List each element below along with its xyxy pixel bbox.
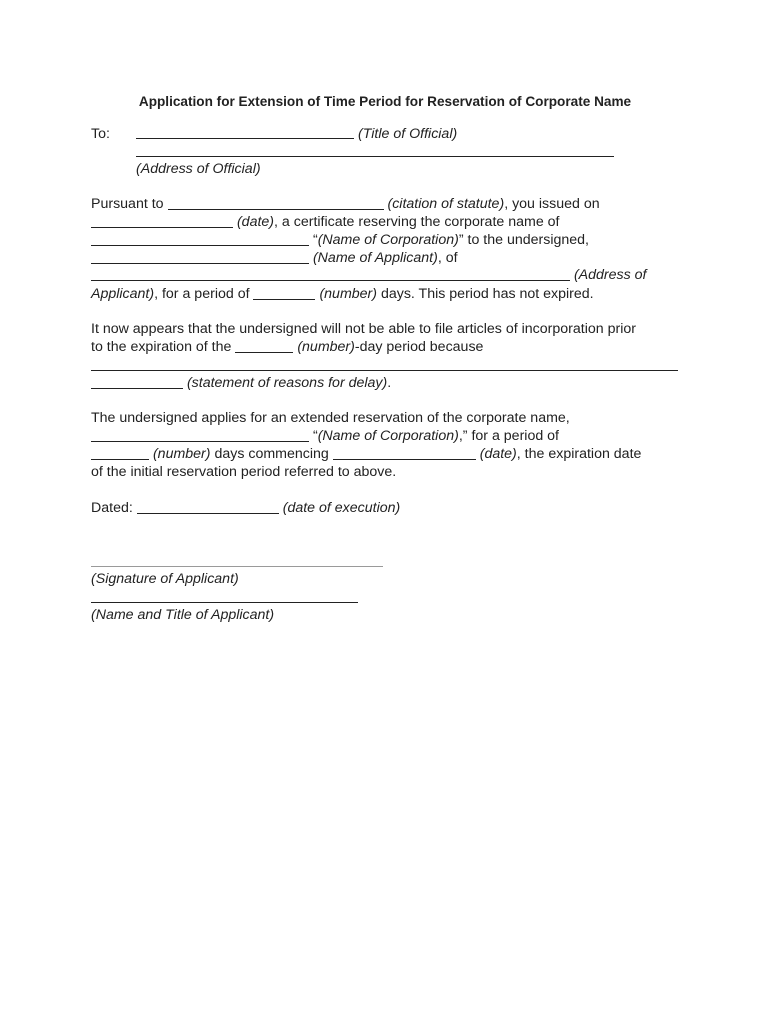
para2-line1: It now appears that the undersigned will not be able to file articles of incorporation prior [91, 321, 636, 337]
corporation-name-label: (Name of Corporation) [317, 232, 459, 248]
extended-corporation-name-blank[interactable] [91, 428, 309, 440]
citation-blank[interactable] [168, 196, 384, 208]
para3-line3: (number) days commencing (date), the expiration date [91, 445, 691, 463]
to-label: To: [91, 126, 110, 142]
para1-line2: (date), a certificate reserving the corporate name of [91, 213, 691, 231]
para3-line1: The undersigned applies for an extended reservation of the corporate name, [91, 410, 570, 426]
date-of-execution-blank[interactable] [137, 500, 279, 512]
extension-days-blank[interactable] [91, 446, 149, 458]
para1-line3: “(Name of Corporation)” to the undersigned, [91, 231, 691, 249]
para1-line5 [91, 266, 691, 284]
signature-line[interactable] [91, 566, 383, 567]
reasons-blank-line2[interactable] [91, 375, 183, 387]
period-number-blank[interactable] [253, 286, 315, 298]
title-of-official-label: (Title of Official) [358, 126, 458, 142]
dated-line [91, 499, 691, 517]
address-of-official-blank[interactable] [136, 156, 614, 157]
date-of-execution-label: (date of execution) [282, 500, 401, 516]
para3-line2: “(Name of Corporation),” for a period of [91, 427, 691, 445]
para1-line6: Applicant), for a period of (number) days. This period has not expired. [91, 286, 594, 302]
citation-label: (citation of statute) [387, 196, 505, 212]
para1-line1: Pursuant to (citation of statute), you issued on [91, 196, 600, 212]
name-title-label: (Name and Title of Applicant) [91, 607, 275, 623]
reasons-label: (statement of reasons for delay) [186, 375, 388, 391]
date-blank[interactable] [91, 214, 233, 226]
para2-line4: (statement of reasons for delay). [91, 374, 691, 392]
para2-line2: to the expiration of the (number)-day period because [91, 339, 484, 355]
applicant-name-blank[interactable] [91, 250, 309, 262]
title-of-official-blank[interactable] [136, 138, 354, 139]
signature-label: (Signature of Applicant) [91, 571, 239, 587]
document-title: Application for Extension of Time Period for Reservation of Corporate Name [138, 94, 632, 109]
reasons-blank-line1[interactable] [91, 370, 678, 371]
commencing-date-blank[interactable] [333, 446, 476, 458]
applicant-address-blank[interactable] [91, 267, 570, 279]
dated-label: Dated: [91, 500, 133, 516]
name-title-line[interactable] [91, 602, 358, 603]
applicant-address-label: (Address of [573, 267, 647, 283]
applicant-name-label: (Name of Applicant) [312, 250, 438, 266]
day-period-number-blank[interactable] [235, 339, 293, 351]
date-label: (date) [236, 214, 275, 230]
para1-line4: (Name of Applicant), of [91, 249, 691, 267]
para3-line4: of the initial reservation period referred to above. [91, 464, 397, 480]
corporation-name-blank[interactable] [91, 232, 309, 244]
address-of-official-label: (Address of Official) [136, 161, 261, 177]
